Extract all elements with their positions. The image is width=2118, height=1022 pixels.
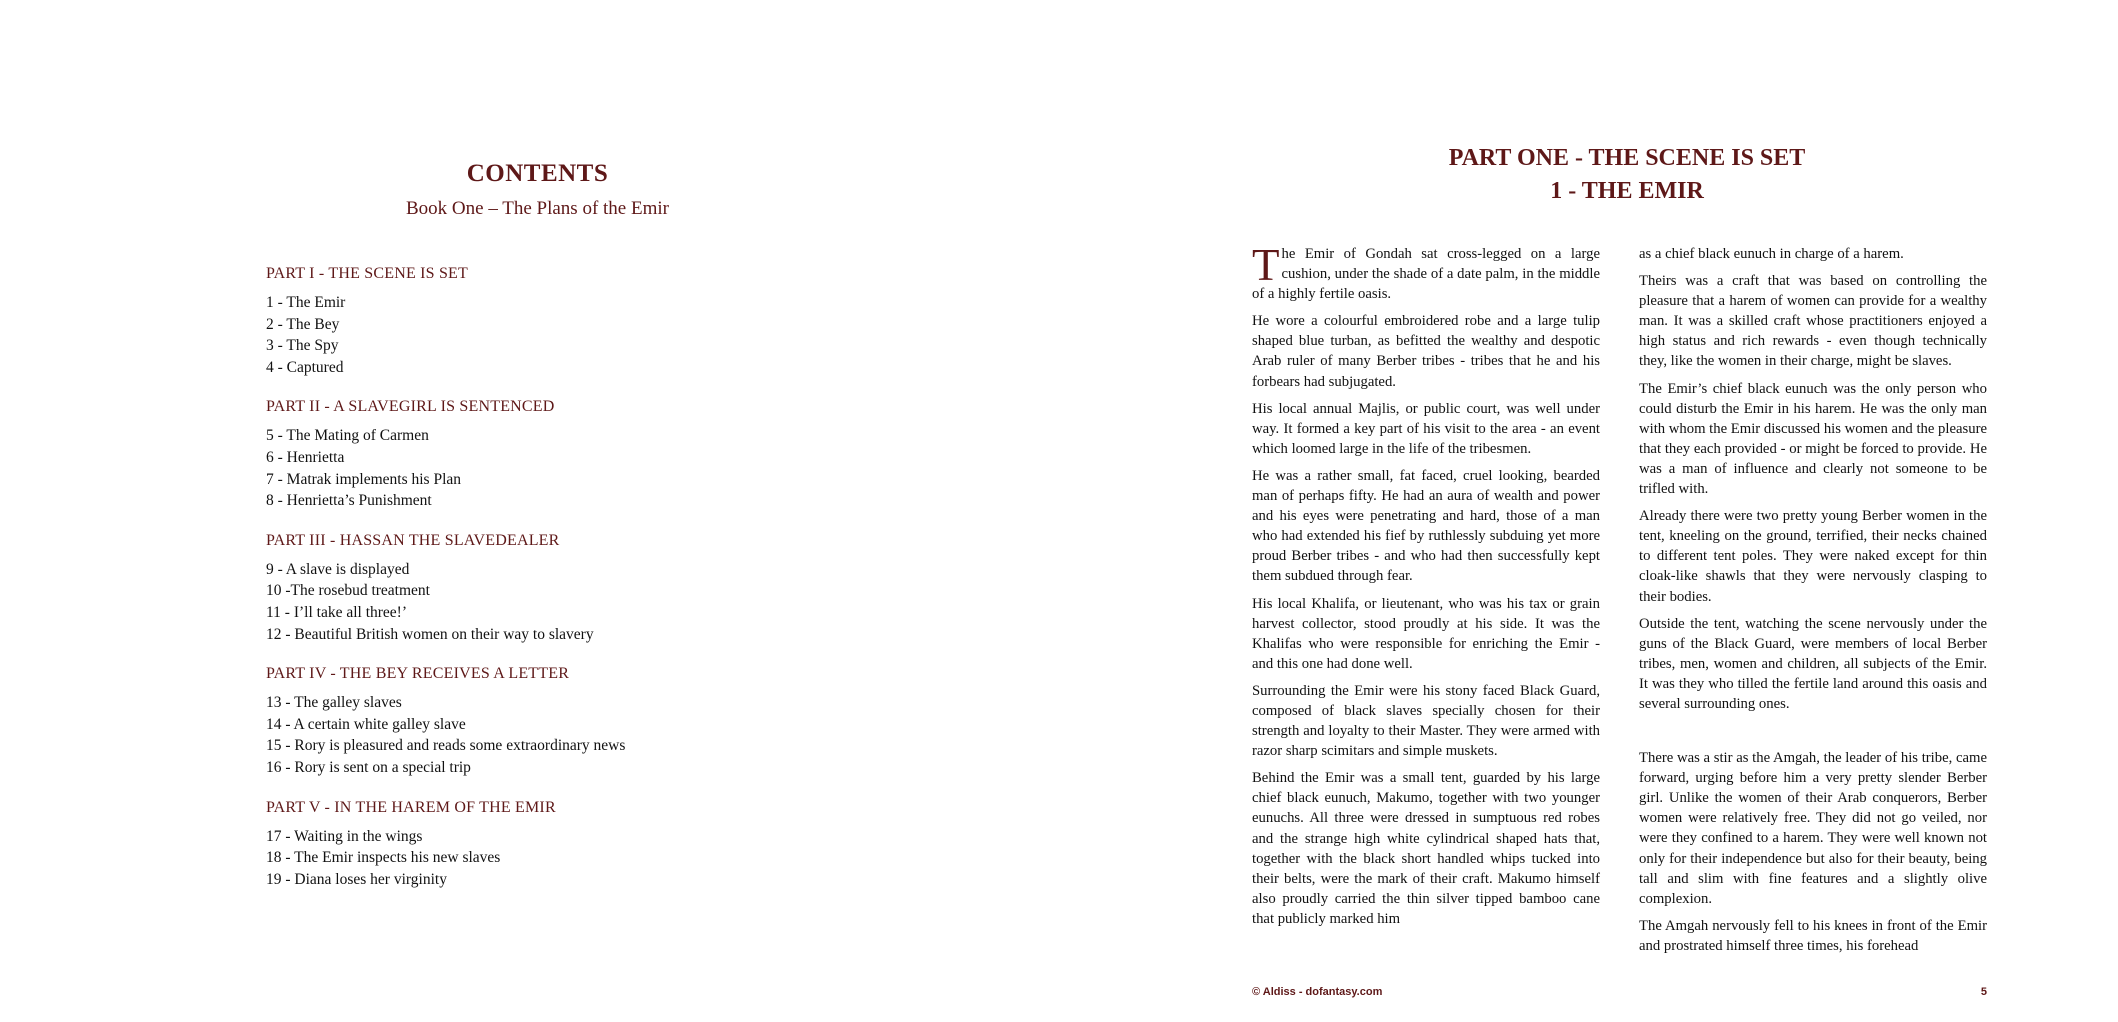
paragraph xyxy=(1252,240,1600,304)
paragraph: The Amgah nervously fell to his knees in front of the Emir and prostrated himself three times, his forehead xyxy=(1639,917,1987,954)
drop-cap: T xyxy=(1252,240,1280,290)
toc-part-heading[interactable]: PART III - HASSAN THE SLAVEDEALER xyxy=(266,531,560,549)
paragraph: There was a stir as the Amgah, the leader of his tribe, came forward, urging before him a very pretty slender Berber girl. Unlike the women of their Arab conquerors, Berber women were relatively free. They did not go veiled, nor were they confined to a harem. They were well known not only for their independence but also for their beauty, being tall and slim with fine features and a slightly olive complexion. xyxy=(1639,750,1987,907)
toc-part-heading[interactable]: PART II - A SLAVEGIRL IS SENTENCED xyxy=(266,398,555,416)
toc-part-3 xyxy=(266,531,966,645)
paragraph: The Emir’s chief black eunuch was the only person who could disturb the Emir in his harem. He was the only man with whom the Emir discussed his women and the pleasure that they each provided - or might be forced to provide. He was a man of influence and clearly not someone to be trifled with. xyxy=(1639,380,1987,498)
footer-credit: © Aldiss - dofantasy.com xyxy=(1252,986,1383,998)
paragraph: He was a rather small, fat faced, cruel looking, bearded man of perhaps fifty. He had an aura of wealth and power and his eyes were penetrating and hard, those of a man who had extended his fief by ruthlessly subduing yet more proud Berber tribes - and who had then successfully kept them subdued through fear. xyxy=(1252,467,1600,585)
chapter-heading xyxy=(1249,142,2005,208)
toc-part-1 xyxy=(266,264,966,378)
paragraph: as a chief black eunuch in charge of a harem. xyxy=(1639,246,1904,262)
toc-entry[interactable]: 13 - The galley slaves xyxy=(266,694,402,712)
text-column-left xyxy=(1252,240,1600,936)
paragraph: His local Khalifa, or lieutenant, who was his tax or grain harvest collector, stood proudly at his side. It was the Khalifas who were responsible for enriching the Emir - and this one had done well. xyxy=(1252,595,1600,672)
toc-entry[interactable]: 7 - Matrak implements his Plan xyxy=(266,470,462,488)
toc-entry[interactable]: 5 - The Mating of Carmen xyxy=(266,427,429,445)
paragraph: His local annual Majlis, or public court, was well under way. It formed a key part of his visit to the area - an event which loomed large in the life of the tribesmen. xyxy=(1252,400,1600,457)
paragraph: Behind the Emir was a small tent, guarded by his large chief black eunuch, Makumo, together with two younger eunuchs. All three were dressed in sumptuous red robes and the strange high white cylindrical shaped hats that, together with the black short handled whips tucked into their belts, were the mark of their craft. Makumo himself also proudly carried the thin silver tipped bamboo cane that publicly marked him xyxy=(1252,770,1600,927)
toc-entry[interactable]: 16 - Rory is sent on a special trip xyxy=(266,758,471,776)
toc-entry[interactable]: 1 - The Emir xyxy=(266,294,346,311)
chapter-title: 1 - THE EMIR xyxy=(1550,178,1704,204)
part-title: PART ONE - THE SCENE IS SET xyxy=(1448,145,1806,171)
toc-part-heading[interactable]: PART I - THE SCENE IS SET xyxy=(266,265,468,282)
table-of-contents xyxy=(266,264,966,909)
paragraph: Theirs was a craft that was based on controlling the pleasure that a harem of women can provide for a wealthy man. It was a skilled craft whose practitioners enjoyed a high status and rich rewards - even though technically they, like the women in their charge, might be slaves. xyxy=(1639,273,1987,370)
paragraph: Surrounding the Emir were his stony faced Black Guard, composed of black slaves specially chosen for their strength and loyalty to their Master. They were armed with razor sharp scimitars and simple muskets. xyxy=(1252,682,1600,760)
toc-entry[interactable]: 18 - The Emir inspects his new slaves xyxy=(266,849,501,867)
text-column-right xyxy=(1639,244,1987,963)
toc-part-2 xyxy=(266,397,966,511)
toc-entry[interactable]: 11 - I’ll take all three!’ xyxy=(266,603,408,621)
contents-title: CONTENTS xyxy=(466,160,609,187)
toc-entry[interactable]: 12 - Beautiful British women on their way to slavery xyxy=(266,625,594,643)
paragraph: Already there were two pretty young Berber women in the tent, kneeling on the ground, terrified, their necks chained to different tent poles. They were naked except for thin cloak-like shawls that they were nervously clasping to their bodies. xyxy=(1639,508,1987,605)
toc-entry[interactable]: 6 - Henrietta xyxy=(266,448,345,466)
toc-entry[interactable]: 9 - A slave is displayed xyxy=(266,560,410,578)
paragraph-text: he Emir of Gondah sat cross-legged on a large cushion, under the shade of a date palm, in the middle of a highly fertile oasis. xyxy=(1252,246,1600,303)
toc-entry[interactable]: 8 - Henrietta’s Punishment xyxy=(266,492,432,510)
paragraph: He wore a colourful embroidered robe and a large tulip shaped blue turban, as befitted the wealthy and despotic Arab ruler of many Berber tribes - tribes that he and his forbears had subjugated. xyxy=(1252,313,1600,390)
toc-entry[interactable]: 4 - Captured xyxy=(266,358,344,376)
toc-part-heading[interactable]: PART V - IN THE HAREM OF THE EMIR xyxy=(266,798,556,816)
section-break xyxy=(1639,721,1987,748)
book-subtitle: Book One – The Plans of the Emir xyxy=(406,198,669,219)
toc-part-5 xyxy=(266,798,966,891)
page-number: 5 xyxy=(1980,986,1987,998)
toc-entry[interactable]: 2 - The Bey xyxy=(266,315,340,333)
toc-part-4 xyxy=(266,664,966,778)
toc-entry[interactable]: 15 - Rory is pleasured and reads some extraordinary news xyxy=(266,737,626,755)
toc-entry[interactable]: 3 - The Spy xyxy=(266,337,339,355)
toc-entry[interactable]: 17 - Waiting in the wings xyxy=(266,827,423,845)
toc-entry[interactable]: 10 -The rosebud treatment xyxy=(266,582,430,600)
toc-entry[interactable]: 14 - A certain white galley slave xyxy=(266,715,466,733)
toc-part-heading[interactable]: PART IV - THE BEY RECEIVES A LETTER xyxy=(266,665,570,683)
paragraph: Outside the tent, watching the scene nervously under the guns of the Black Guard, were members of local Berber tribes, men, women and children, all subjects of the Emir. It was they who tilled the fertile land around this oasis and several surrounding ones. xyxy=(1639,615,1987,712)
toc-entry[interactable]: 19 - Diana loses her virginity xyxy=(266,870,447,888)
